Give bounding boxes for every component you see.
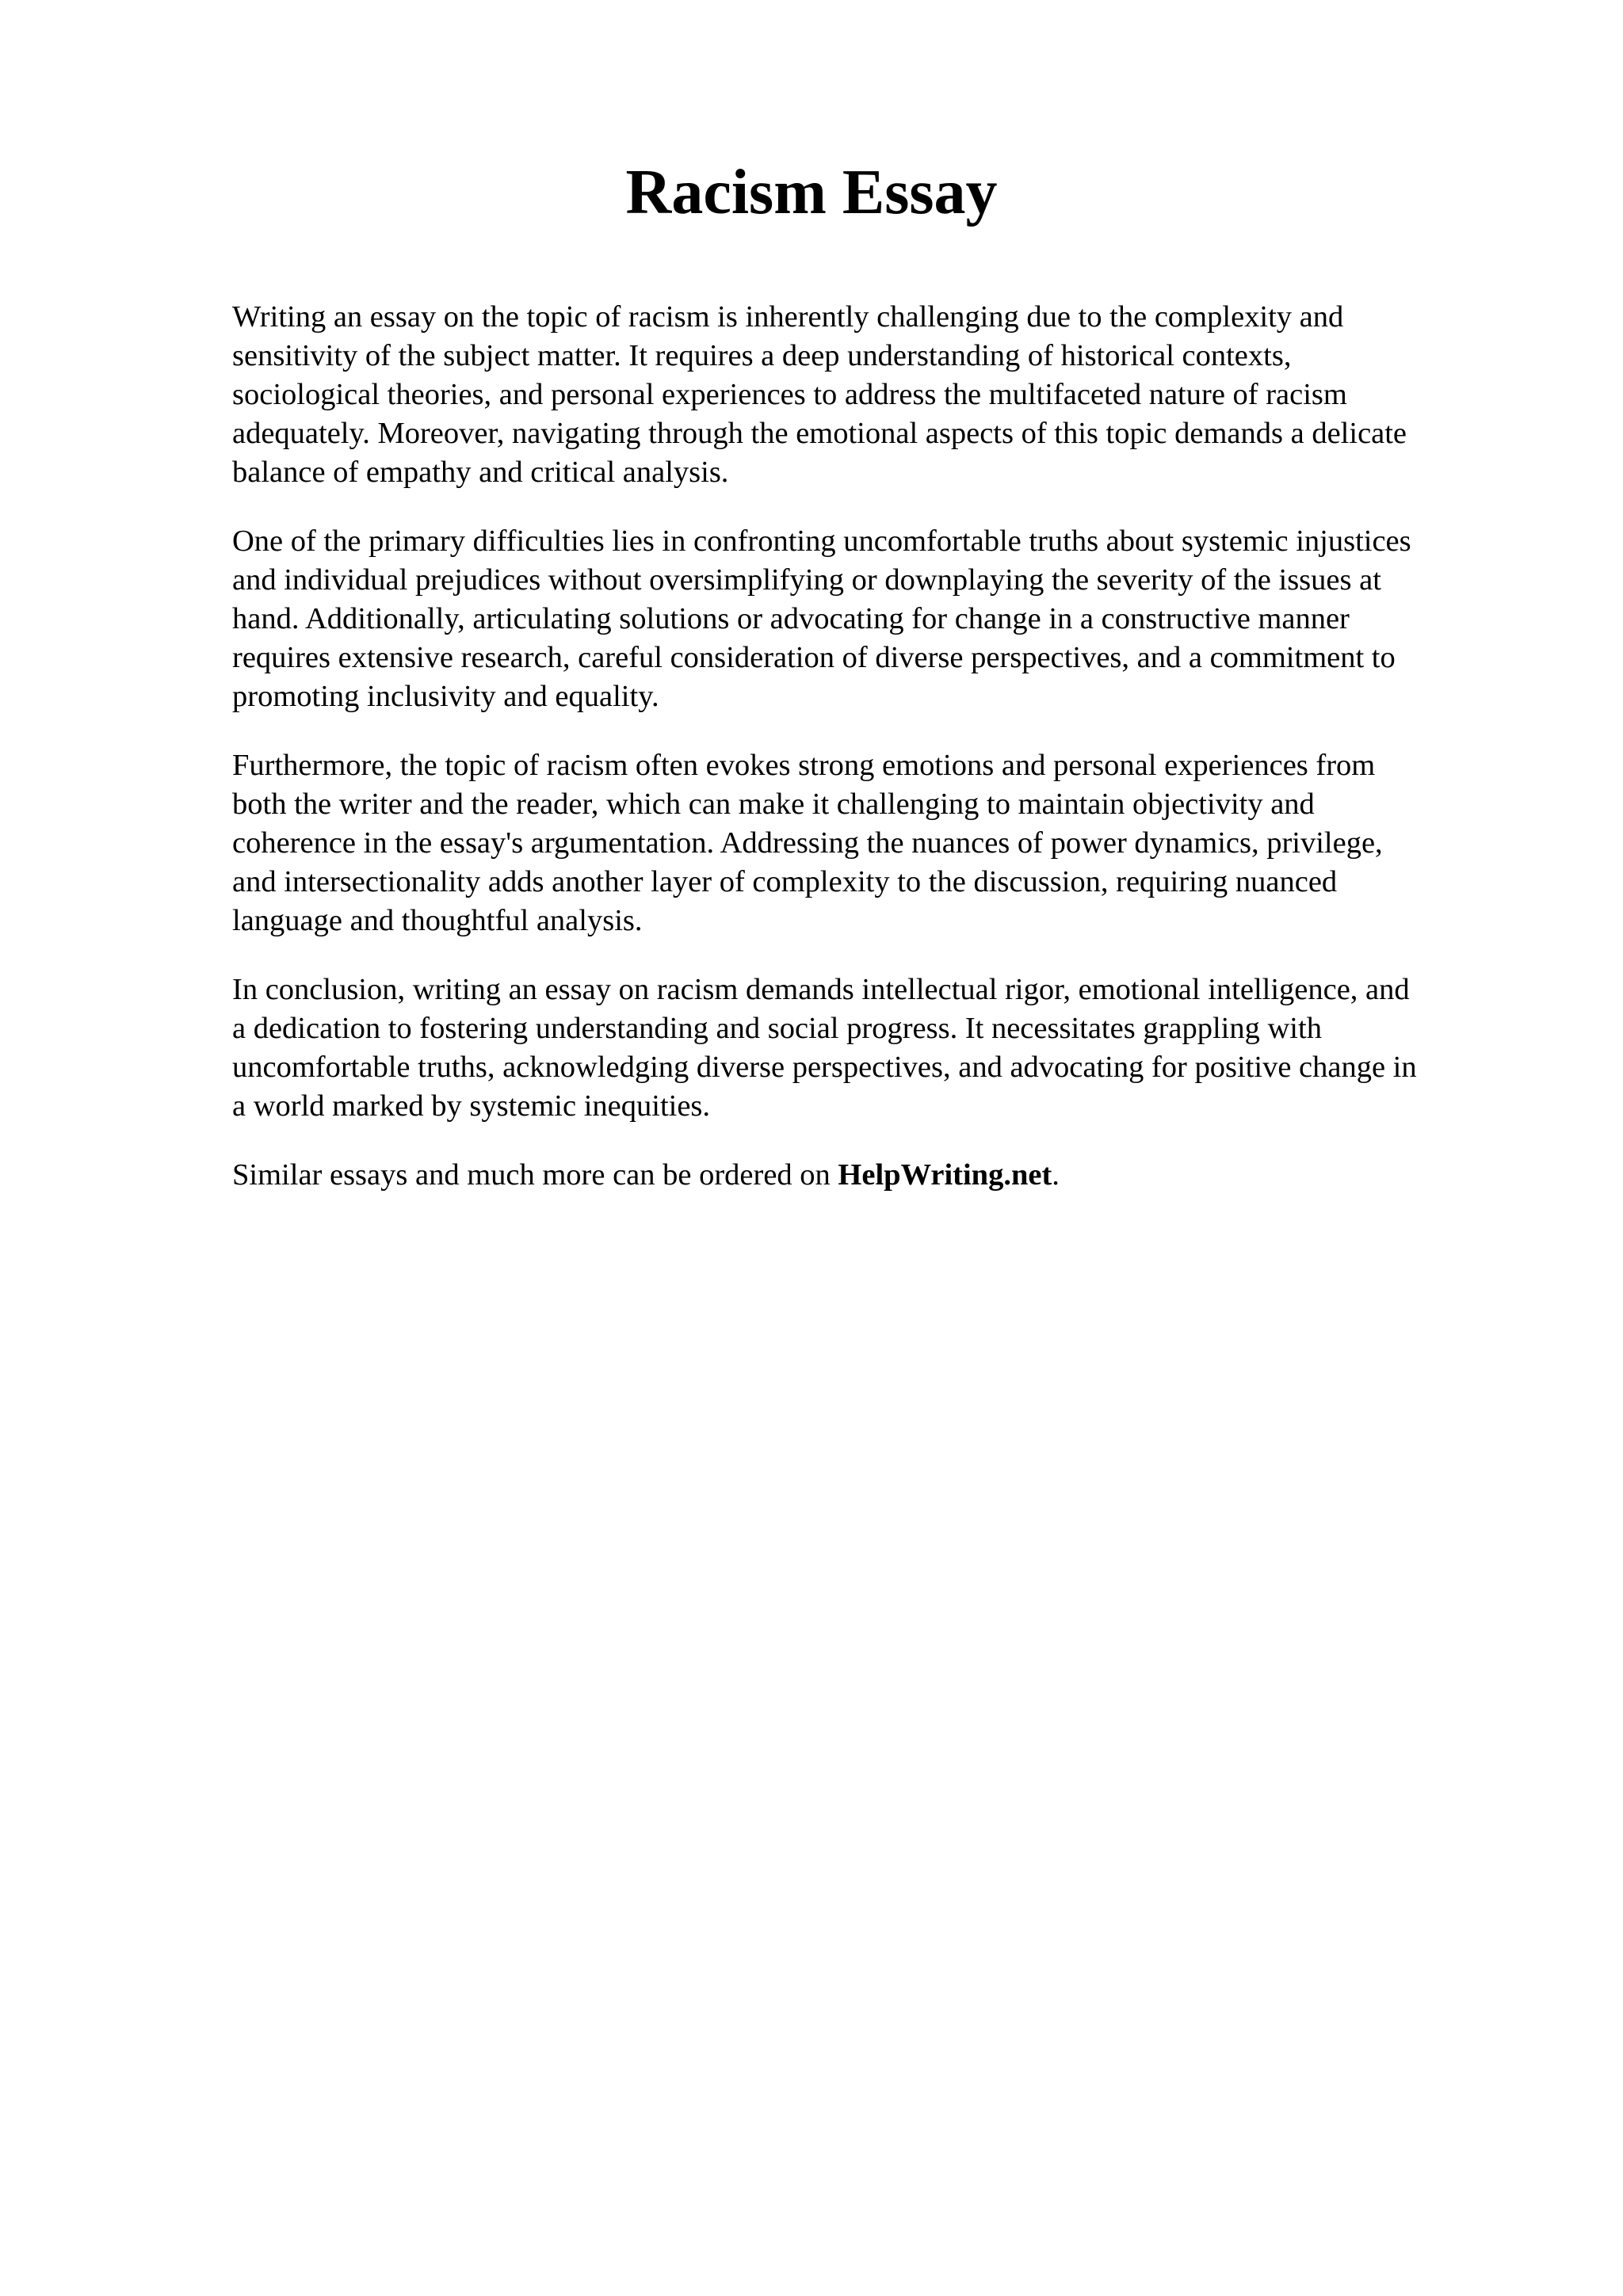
text-line: uncomfortable truths, acknowledging diverse perspectives, and advocating for positive change in	[232, 1051, 1417, 1084]
footer-suffix: .	[1052, 1158, 1060, 1192]
text-line: Writing an essay on the topic of racism is inherently challenging due to the complexity and	[232, 300, 1344, 334]
text-line: a dedication to fostering understanding and social progress. It necessitates grappling with	[232, 1012, 1322, 1045]
text-line: requires extensive research, careful consideration of diverse perspectives, and a commitment to	[232, 641, 1396, 674]
text-line: sociological theories, and personal experiences to address the multifaceted nature of racism	[232, 378, 1347, 411]
paragraph-1	[232, 298, 1516, 492]
text-line: One of the primary difficulties lies in confronting uncomfortable truths about systemic injustices	[232, 524, 1411, 558]
text-line: sensitivity of the subject matter. It requires a deep understanding of historical contexts,	[232, 339, 1292, 372]
essay-body	[232, 298, 1516, 1195]
text-line: coherence in the essay's argumentation. Addressing the nuances of power dynamics, privilege,	[232, 826, 1383, 860]
text-line: and individual prejudices without oversimplifying or downplaying the severity of the issues at	[232, 563, 1381, 597]
text-line: a world marked by systemic inequities.	[232, 1089, 711, 1123]
text-line: adequately. Moreover, navigating through the emotional aspects of this topic demands a delicate	[232, 417, 1407, 450]
text-line: both the writer and the reader, which can make it challenging to maintain objectivity and	[232, 788, 1315, 821]
paragraph-3	[232, 746, 1516, 940]
text-line: hand. Additionally, articulating solutions or advocating for change in a constructive manner	[232, 602, 1350, 635]
paragraph-4	[232, 971, 1516, 1126]
brand-name: HelpWriting.net	[838, 1158, 1052, 1192]
text-line: promoting inclusivity and equality.	[232, 680, 659, 713]
text-line: balance of empathy and critical analysis.	[232, 456, 729, 489]
footer-note	[232, 1156, 1516, 1195]
text-line: and intersectionality adds another layer of complexity to the discussion, requiring nuanced	[232, 865, 1338, 898]
text-line: Furthermore, the topic of racism often evokes strong emotions and personal experiences from	[232, 749, 1376, 782]
page-title: Racism Essay	[625, 158, 998, 227]
paragraph-2	[232, 522, 1516, 716]
text-line: In conclusion, writing an essay on racism demands intellectual rigor, emotional intelligence, and	[232, 973, 1410, 1006]
text-line: language and thoughtful analysis.	[232, 904, 643, 937]
footer-prefix: Similar essays and much more can be ordered on	[232, 1158, 838, 1192]
